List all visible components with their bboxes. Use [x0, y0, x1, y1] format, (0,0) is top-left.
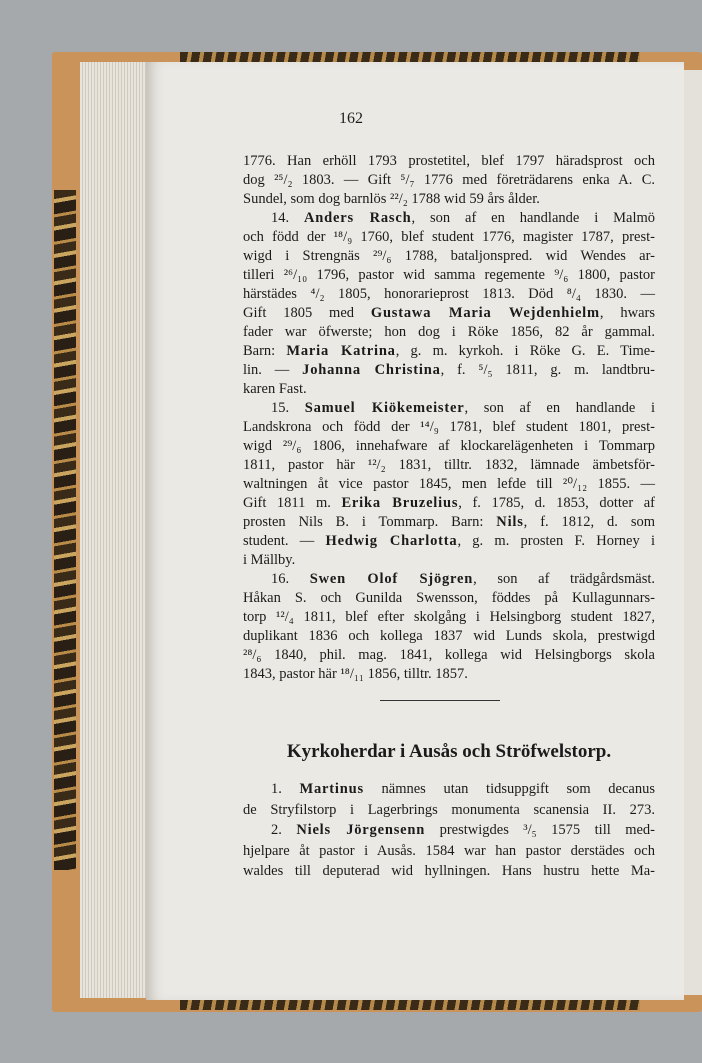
person-name: Niels Jörgensenn: [296, 822, 426, 838]
text-line: [243, 646, 655, 665]
text-line: [243, 570, 655, 589]
text-line: [243, 418, 655, 437]
text-segment: wigd ²⁹/₆ 1806, innehafware af klockarelägenheten i Tommarp: [243, 438, 655, 454]
text-segment: fader war öfwerste; hon dog i Röke 1856, 82 år gammal.: [243, 324, 655, 340]
text-segment: dog ²⁵/₂ 1803. — Gift ⁵/₇ 1776 med företrädarens enka A. C.: [243, 172, 655, 188]
text-line: [243, 247, 655, 266]
text-line: [243, 665, 655, 684]
text-line: [243, 841, 655, 862]
text-line: [243, 342, 655, 361]
right-page-edge: [683, 70, 702, 995]
text-segment: Sundel, som dog barnlös ²²/₂ 1788 wid 59 års ålder.: [243, 191, 540, 207]
text-segment: , son af en handlande i: [464, 400, 655, 416]
text-segment: 14.: [271, 210, 305, 226]
text-line: [243, 399, 655, 418]
text-segment: Gift 1811 m.: [243, 495, 342, 511]
person-name: Gustawa Maria Wejdenhielm: [370, 305, 600, 321]
text-line: [243, 800, 655, 821]
text-segment: Håkan S. och Gunilda Swensson, föddes på Kullagunnars-: [243, 590, 655, 606]
text-segment: de Stryfilstorp i Lagerbrings monumenta scanensia II. 273.: [243, 801, 655, 818]
text-segment: härstädes ⁴/₂ 1805, honorarieprost 1813. Död ⁸/₄ 1830. —: [243, 286, 655, 302]
text-segment: 1811, pastor här ¹²/₂ 1831, tilltr. 1832, lämnade ämbetsför-: [243, 457, 655, 473]
text-segment: , son af trädgårdsmäst.: [473, 571, 656, 587]
person-name: Swen Olof Sjögren: [309, 571, 474, 587]
text-line: [243, 437, 655, 456]
text-segment: , son af en handlande i Malmö: [411, 210, 655, 226]
text-segment: 1.: [271, 781, 300, 797]
text-line: [243, 779, 655, 800]
text-line: [243, 513, 655, 532]
text-segment: student. —: [243, 533, 326, 549]
stacked-page-edges: [80, 62, 148, 998]
text-segment: prestwigdes ³/₅ 1575 till med-: [425, 822, 655, 838]
text-line: [243, 551, 655, 570]
text-segment: 1776. Han erhöll 1793 prostetitel, blef 1797 häradsprost och: [243, 153, 655, 169]
text-line: [243, 171, 655, 190]
text-segment: Landskrona och född der ¹⁴/₉ 1781, blef student 1801, prest-: [243, 419, 655, 435]
person-name: Anders Rasch: [304, 210, 412, 226]
text-line: [243, 361, 655, 380]
text-line: [243, 475, 655, 494]
text-line: [243, 608, 655, 627]
text-segment: nämnes utan tidsuppgift som decanus: [363, 781, 655, 797]
text-line: [243, 152, 655, 171]
text-segment: , g. m. kyrkoh. i Röke G. E. Time-: [395, 343, 656, 359]
text-segment: 16.: [271, 571, 310, 587]
text-segment: 2.: [271, 822, 297, 838]
person-name: Hedwig Charlotta: [325, 533, 458, 549]
person-name: Samuel Kiökemeister: [304, 400, 465, 416]
text-line: [243, 266, 655, 285]
text-segment: hjelpare åt pastor i Ausås. 1584 war han pastor derstädes och: [243, 842, 655, 859]
text-segment: lin. —: [243, 362, 303, 378]
text-line: [243, 380, 655, 399]
text-segment: prosten Nils B. i Tommarp. Barn:: [243, 514, 497, 530]
section-heading: Kyrkoherdar i Ausås och Ströfwelstorp.: [286, 741, 612, 762]
text-segment: 1843, pastor här ¹⁸/₁₁ 1856, tilltr. 1857.: [243, 666, 468, 682]
text-segment: , f. 1785, d. 1853, dotter af: [458, 495, 655, 511]
text-segment: , hwars: [599, 305, 655, 321]
text-line: [243, 228, 655, 247]
text-segment: Gift 1805 med: [243, 305, 371, 321]
text-line: [243, 456, 655, 475]
cover-bottom-edge: [180, 1000, 640, 1010]
text-segment: waldes till deputerad wid hyllningen. Hans hustru hette Ma-: [243, 863, 655, 879]
person-name: Martinus: [299, 781, 364, 797]
text-line: [243, 627, 655, 646]
text-segment: tilleri ²⁶/₁₀ 1796, pastor wid samma regemente ⁹/₆ 1800, pastor: [243, 267, 655, 283]
text-line: [243, 190, 655, 209]
text-segment: wigd i Strengnäs ²⁹/₆ 1788, bataljonspred. wid Wendes ar-: [243, 248, 655, 264]
text-segment: och född der ¹⁸/₉ 1760, blef student 1776, magister 1787, prest-: [243, 229, 655, 245]
cover-top-edge: [180, 52, 640, 62]
text-line: [243, 820, 655, 841]
person-name: Maria Katrina: [286, 343, 396, 359]
text-segment: Barn:: [243, 343, 287, 359]
marbled-cover-edge: [54, 190, 76, 870]
text-segment: torp ¹²/₄ 1811, blef efter skolgång i Helsingborg student 1827,: [243, 609, 655, 625]
page-number: 162: [339, 110, 363, 127]
section-divider: [380, 700, 500, 701]
person-name: Erika Bruzelius: [341, 495, 459, 511]
text-segment: , f. ⁵/₅ 1811, g. m. landtbru-: [440, 362, 656, 378]
body-text-section-2: [243, 779, 655, 882]
text-line: [243, 285, 655, 304]
text-line: [243, 209, 655, 228]
text-segment: waltningen åt vice pastor 1845, men lefde till ²⁰/₁₂ 1855. —: [243, 476, 655, 492]
text-segment: ²⁸/₆ 1840, phil. mag. 1841, kollega wid Helsingborgs skola: [243, 647, 655, 663]
text-line: [243, 304, 655, 323]
text-line: [243, 323, 655, 342]
text-segment: karen Fast.: [243, 381, 307, 397]
text-segment: 15.: [271, 400, 305, 416]
text-segment: i Mällby.: [243, 552, 296, 568]
text-line: [243, 532, 655, 551]
text-line: [243, 861, 655, 882]
text-segment: , f. 1812, d. som: [523, 514, 655, 530]
text-segment: duplikant 1836 och kollega 1837 wid Lunds skola, prestwigd: [243, 628, 655, 644]
body-text-section-1: [243, 152, 655, 684]
text-line: [243, 494, 655, 513]
text-segment: , g. m. prosten F. Horney i: [457, 533, 655, 549]
person-name: Nils: [496, 514, 524, 530]
person-name: Johanna Christina: [302, 362, 441, 378]
text-line: [243, 589, 655, 608]
